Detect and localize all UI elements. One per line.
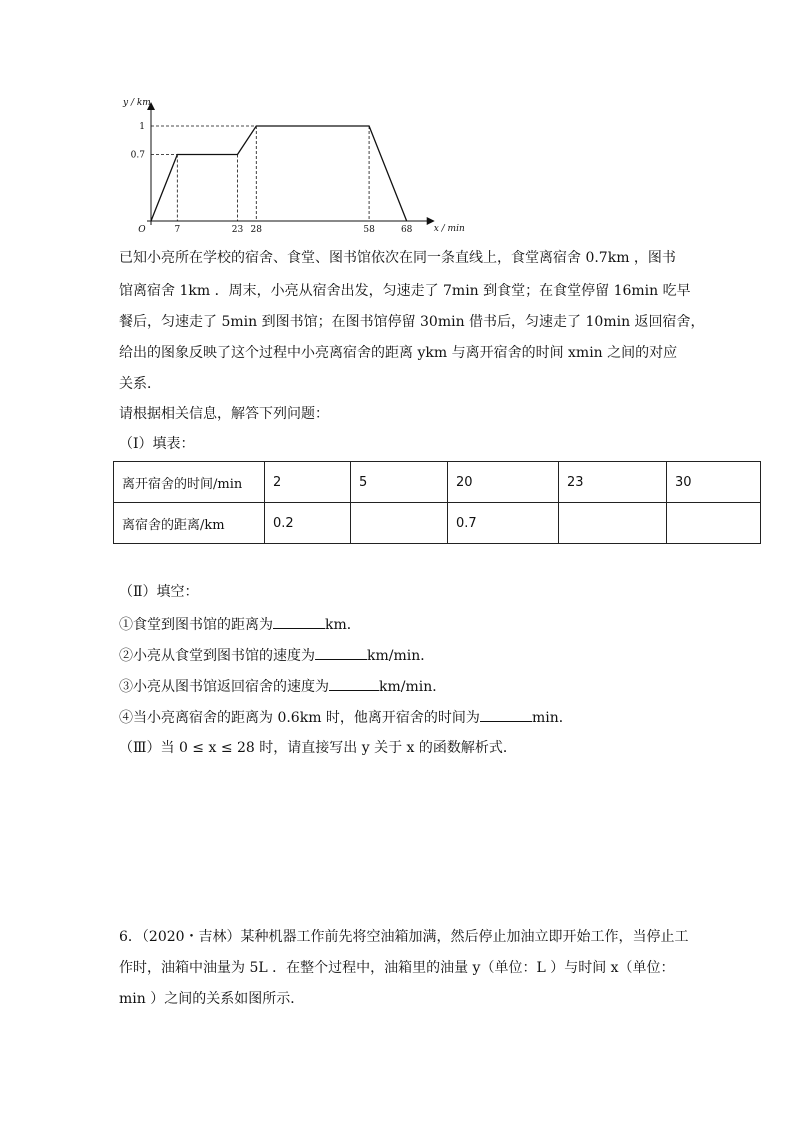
table-cell: 30 xyxy=(667,462,761,503)
part-1-title: （Ⅰ）填表： xyxy=(119,436,195,452)
table-cell: 23 xyxy=(559,462,667,503)
question-2 xyxy=(119,645,434,666)
y-tick-label: 0.7 xyxy=(130,150,145,161)
table-row-distance xyxy=(114,503,761,544)
question-1-text: ①食堂到图书馆的距离为 xyxy=(119,617,273,633)
fill-in-table xyxy=(113,461,761,544)
question-4 xyxy=(119,707,573,728)
table-cell: 0.7 xyxy=(448,503,559,544)
x-tick-label: 68 xyxy=(400,225,413,235)
x-tick-label: 23 xyxy=(231,225,244,235)
question-2-unit: km/min． xyxy=(367,648,435,664)
y-axis-label: y / km xyxy=(123,98,151,108)
distance-time-graph xyxy=(110,98,470,240)
table-cell-blank[interactable] xyxy=(351,503,448,544)
x-tick-label: 28 xyxy=(250,225,263,235)
answer-blank-4[interactable] xyxy=(480,707,532,722)
problem-6-line-1: 6．（2020・吉林）某种机器工作前先将空油箱加满，然后停止加油立即开始工作，当停止工 xyxy=(119,929,689,945)
origin-label: O xyxy=(138,225,146,235)
intro-line-5: 关系． xyxy=(119,376,161,392)
intro-line-3: 餐后，匀速走了 5min 到图书馆；在图书馆停留 30min 借书后，匀速走了 10min 返回宿舍， xyxy=(119,314,705,330)
table-cell: 0.2 xyxy=(265,503,351,544)
table-cell: 离宿舍的距离/km xyxy=(114,503,265,544)
question-1-unit: km． xyxy=(325,617,361,633)
x-axis-label: x / min xyxy=(433,224,465,234)
instruction-text: 请根据相关信息，解答下列问题： xyxy=(119,406,329,422)
part-3-question: （Ⅲ）当 0 ≤ x ≤ 28 时，请直接写出 y 关于 x 的函数解析式． xyxy=(119,740,517,756)
table-cell: 5 xyxy=(351,462,448,503)
answer-blank-3[interactable] xyxy=(329,676,379,691)
part-2-title: （Ⅱ）填空： xyxy=(119,584,199,600)
intro-line-1: 已知小亮所在学校的宿舍、食堂、图书馆依次在同一条直线上，食堂离宿舍 0.7km ，图书 xyxy=(119,250,676,266)
table-cell-blank[interactable] xyxy=(667,503,761,544)
answer-blank-2[interactable] xyxy=(315,645,367,660)
x-tick-label: 7 xyxy=(174,225,181,235)
question-3-text: ③小亮从图书馆返回宿舍的速度为 xyxy=(119,679,329,695)
table-row-time xyxy=(114,462,761,503)
question-2-text: ②小亮从食堂到图书馆的速度为 xyxy=(119,648,315,664)
series-line xyxy=(151,126,407,221)
table-cell-blank[interactable] xyxy=(559,503,667,544)
table-cell: 2 xyxy=(265,462,351,503)
answer-blank-1[interactable] xyxy=(273,614,325,629)
question-3-unit: km/min． xyxy=(379,679,447,695)
question-4-unit: min． xyxy=(531,710,573,726)
question-4-text: ④当小亮离宿舍的距离为 0.6km 时，他离开宿舍的时间为 xyxy=(119,710,480,726)
table-cell: 离开宿舍的时间/min xyxy=(114,462,265,503)
problem-6-line-3: min ）之间的关系如图所示． xyxy=(119,991,305,1007)
table-cell: 20 xyxy=(448,462,559,503)
question-3 xyxy=(119,676,446,697)
question-1 xyxy=(119,614,361,635)
intro-line-4: 给出的图象反映了这个过程中小亮离宿舍的距离 ykm 与离开宿舍的时间 xmin 之间的对应 xyxy=(119,345,678,361)
intro-line-2: 馆离宿舍 1km ．周末，小亮从宿舍出发，匀速走了 7min 到食堂；在食堂停留 16min 吃早 xyxy=(119,283,691,299)
problem-6-line-2: 作时，油箱中油量为 5L ．在整个过程中，油箱里的油量 y（单位：L ）与时间 x（单位： xyxy=(119,960,675,976)
y-tick-label: 1 xyxy=(139,122,145,132)
x-tick-label: 58 xyxy=(363,225,375,235)
